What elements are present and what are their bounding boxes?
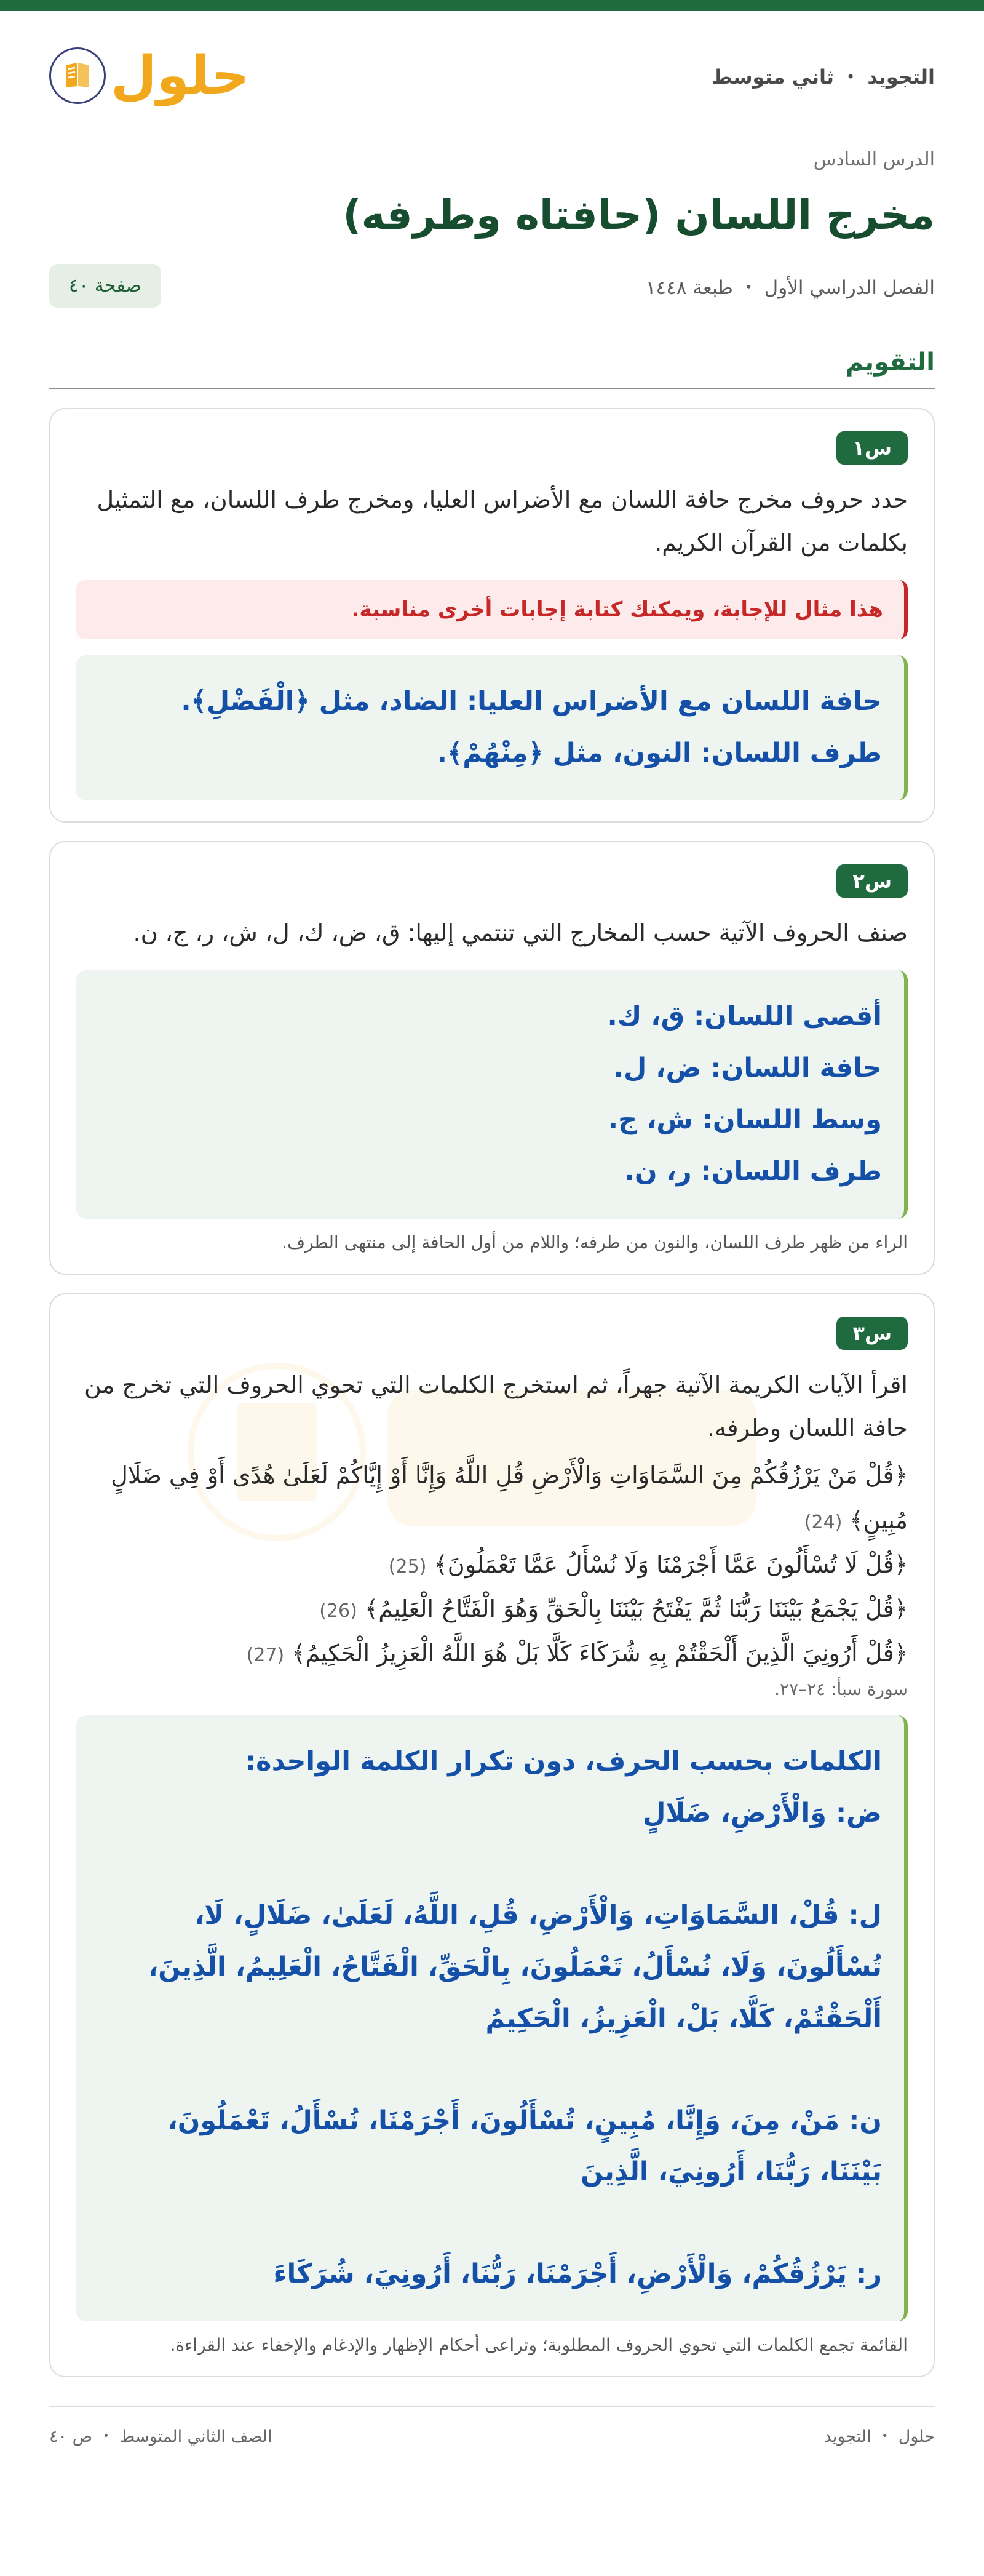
verse-number: (24) <box>804 1511 843 1533</box>
question-badge: س٢ <box>836 864 908 898</box>
lesson-title: مخرج اللسان (حافتاه وطرفه) <box>343 191 935 239</box>
answer-box <box>76 970 908 1218</box>
section-title: التقويم <box>49 348 935 389</box>
answer-box <box>76 1715 908 2321</box>
verse-text: ﴿قُلْ أَرُونِيَ الَّذِينَ أَلْحَقْتُمْ بِهِ شُرَكَاءَ كَلَّا بَلْ هُوَ اللَّهُ الْعَزِيزُ الْحَكِيمُ﴾ <box>292 1640 908 1667</box>
question-badge: س٣ <box>836 1317 908 1350</box>
page-badge: صفحة ٤٠ <box>49 264 161 308</box>
question-card-2 <box>49 841 935 1275</box>
answer-line: وسط اللسان: ش، ج. <box>608 1104 882 1136</box>
answer-footnote: الراء من ظهر طرف اللسان، والنون من طرفه؛ واللام من أول الحافة إلى منتهى الطرف. <box>282 1232 908 1253</box>
verse-number: (25) <box>388 1555 427 1577</box>
answer-line: أقصى اللسان: ق، ك. <box>607 1001 882 1032</box>
answer-line: حافة اللسان مع الأضراس العليا: الضاد، مثل ﴿الْفَضْلِ﴾. <box>181 686 882 717</box>
answer-line-lam: ل: قُلْ، السَّمَاوَاتِ، وَالْأَرْضِ، قُلِ، اللَّهُ، لَعَلَىٰ، ضَلَالٍ، لَا، تُسْأَلُونَ، وَلَا، نُسْأَلُ، تَعْمَلُونَ، بِالْحَقِّ، الْفَتَّاحُ، الْعَلِيمُ، الَّذِينَ، أَلْحَقْتُمْ، كَلَّا، بَلْ، الْعَزِيزُ، الْحَكِيمُ <box>148 1899 882 2034</box>
page-header <box>49 11 935 140</box>
answer-line-nun: ن: مَنْ، مِنَ، وَإِنَّا، مُبِينٍ، تُسْأَلُونَ، أَجْرَمْنَا، نُسْأَلُ، تَعْمَلُونَ، بَيْنَنَا، رَبُّنَا، أَرُونِيَ، الَّذِينَ <box>167 2105 882 2188</box>
answer-note: هذا مثال للإجابة، ويمكنك كتابة إجابات أخرى مناسبة. <box>76 580 908 639</box>
verse-text: ﴿قُلْ مَنْ يَرْزُقُكُمْ مِنَ السَّمَاوَاتِ وَالْأَرْضِ قُلِ اللَّهُ وَإِنَّا أَوْ إِيَّاكُمْ لَعَلَىٰ هُدًى أَوْ فِي ضَلَالٍ مُبِينٍ﴾ <box>111 1462 908 1534</box>
question-card-3 <box>49 1293 935 2377</box>
answer-line-dad: ض: وَالْأَرْضِ، ضَلَالٍ <box>643 1798 882 1829</box>
lesson-meta: الفصل الدراسي الأول ・ طبعة ١٤٤٨ <box>645 276 935 299</box>
footer-right: حلول ・ التجويد <box>823 2427 935 2447</box>
book-stack-icon <box>49 47 106 104</box>
answer-line: طرف اللسان: ر، ن. <box>624 1155 882 1187</box>
verse-text: ﴿قُلْ لَا تُسْأَلُونَ عَمَّا أَجْرَمْنَا وَلَا نُسْأَلُ عَمَّا تَعْمَلُونَ﴾ <box>434 1550 908 1578</box>
verse-list <box>76 1453 908 1675</box>
verse-item <box>76 1542 908 1587</box>
question-text: حدد حروف مخرج حافة اللسان مع الأضراس العليا، ومخرج طرف اللسان، مع التمثيل بكلمات من القرآن الكريم. <box>97 485 908 557</box>
page-footer <box>49 2406 935 2471</box>
top-accent-bar <box>0 0 984 11</box>
answer-line: حافة اللسان: ض، ل. <box>613 1053 882 1084</box>
question-card-1 <box>49 408 935 823</box>
question-text: اقرأ الآيات الكريمة الآتية جهراً، ثم استخرج الكلمات التي تحوي الحروف التي تخرج من حافة اللسان وطرفه. <box>84 1371 908 1442</box>
lesson-number: الدرس السادس <box>813 149 935 170</box>
answer-heading: الكلمات بحسب الحرف، دون تكرار الكلمة الواحدة: <box>245 1746 882 1777</box>
verse-item <box>76 1631 908 1675</box>
verse-item <box>76 1453 908 1542</box>
answer-line: طرف اللسان: النون، مثل ﴿مِنْهُمْ﴾. <box>437 738 882 769</box>
question-badge: س١ <box>836 431 908 465</box>
verse-source: سورة سبأ: ٢٤–٢٧. <box>774 1679 908 1700</box>
header-title: التجويد ・ ثاني متوسط <box>712 65 935 89</box>
verse-number: (26) <box>319 1600 357 1622</box>
lesson-meta-row <box>49 264 935 308</box>
answer-line-ra: ر: يَرْزُقُكُمْ، وَالْأَرْضِ، أَجْرَمْنَا، رَبُّنَا، أَرُونِيَ، شُرَكَاءَ <box>273 2259 882 2290</box>
answer-box <box>76 655 908 800</box>
verse-number: (27) <box>246 1645 285 1667</box>
logo[interactable] <box>49 47 250 104</box>
verse-item <box>76 1587 908 1631</box>
logo-text: حلول <box>111 45 250 106</box>
verse-text: ﴿قُلْ يَجْمَعُ بَيْنَنَا رَبُّنَا ثُمَّ يَفْتَحُ بَيْنَنَا بِالْحَقِّ وَهُوَ الْفَتَّاحُ الْعَلِيمُ﴾ <box>364 1595 908 1622</box>
footer-left: الصف الثاني المتوسط ・ ص ٤٠ <box>49 2427 272 2447</box>
answer-footnote: القائمة تجمع الكلمات التي تحوي الحروف المطلوبة؛ وتراعى أحكام الإظهار والإدغام والإخفاء عند القراءة. <box>170 2335 908 2356</box>
question-text: صنف الحروف الآتية حسب المخارج التي تنتمي إليها: ق، ض، ك، ل، ش، ر، ج، ن. <box>133 919 908 947</box>
